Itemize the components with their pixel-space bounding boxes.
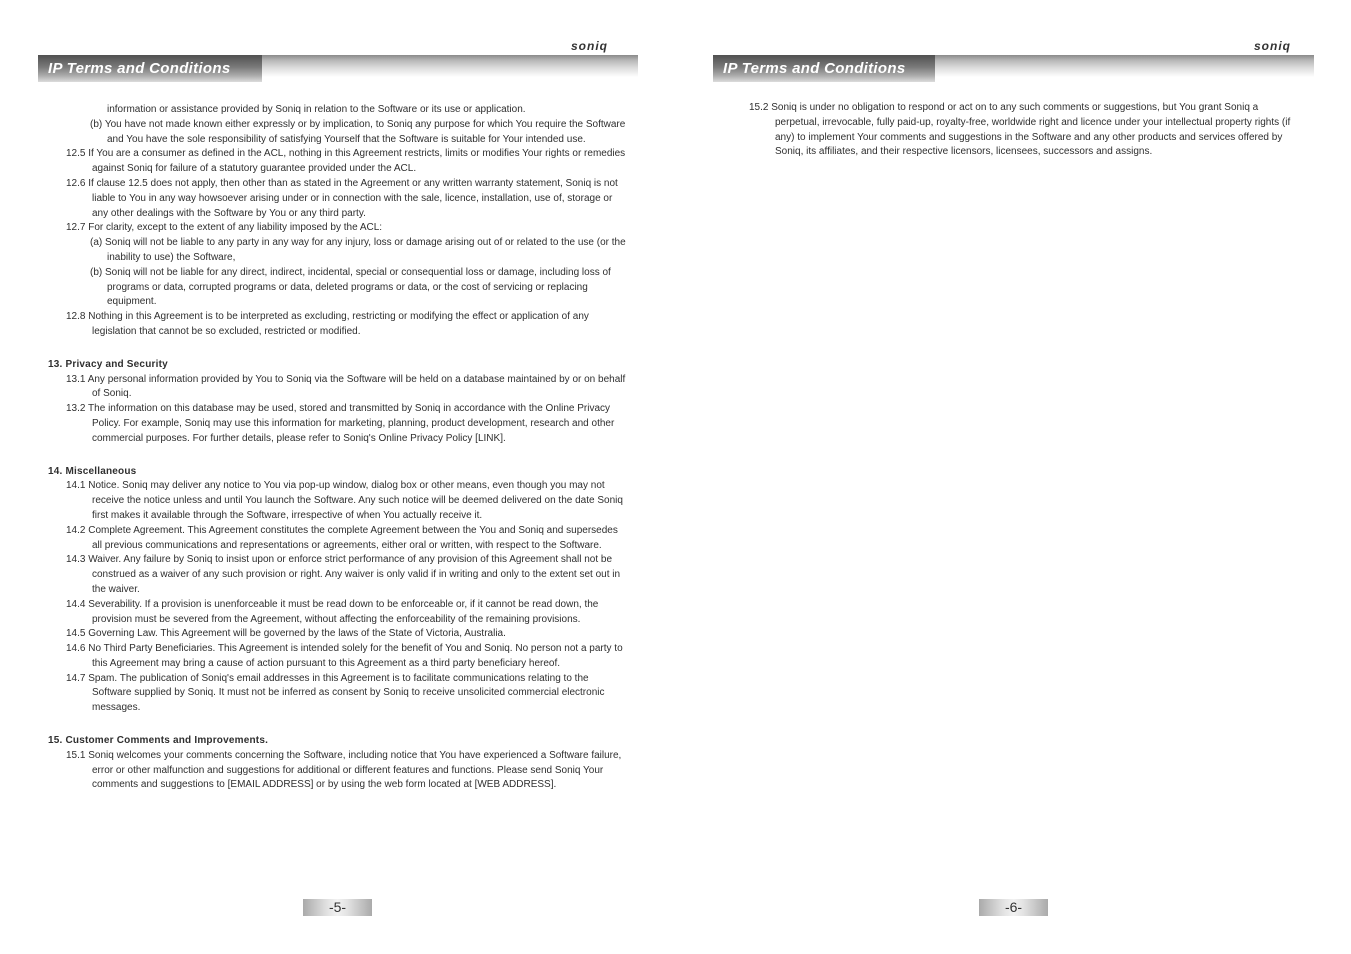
section-heading: 14. Miscellaneous — [48, 465, 137, 477]
clause-paragraph: 14.1 Notice. Soniq may deliver any notice to You via pop-up window, dialog box or other means, even though you may not receive the notice unless and until You launch the Software. Any such notice will be deemed delivered on the date Soniq first makes it available through the Software, irrespective of when You actually receive it. — [66, 480, 623, 521]
clause-paragraph: 14.4 Severability. If a provision is unenforceable it must be read down to be enforceable or, if it cannot be read down, the provision must be severed from the Agreement, without affecting the enforceability of the remaining provisions. — [66, 598, 599, 625]
page-number: -5- — [303, 899, 372, 916]
clause-paragraph: 14.7 Spam. The publication of Soniq's email addresses in this Agreement is to facilitate communications relating to the Software supplied by Soniq. It must not be inferred as consent by Soniq to receive unsolicited commercial electronic messages. — [66, 672, 605, 714]
section-heading: 15. Customer Comments and Improvements. — [48, 735, 269, 747]
clause-paragraph: 14.5 Governing Law. This Agreement will be governed by the laws of the State of Victoria, Australia. — [66, 628, 506, 640]
clause-paragraph: (b) Soniq will not be liable for any direct, indirect, incidental, special or consequential loss or damage, including loss of programs or data, corrupted programs or data, deleted programs or data, or the cost of servicing or replacing equipment. — [90, 266, 611, 308]
clause-paragraph: 14.2 Complete Agreement. This Agreement constitutes the complete Agreement between the You and Soniq and supersedes all previous communications and representations or agreements, either oral or written, with respect to the Software. — [66, 524, 618, 551]
brand-logo: soniq — [571, 39, 608, 53]
clause-paragraph: 12.7 For clarity, except to the extent of any liability imposed by the ACL: — [66, 222, 383, 234]
clause-paragraph: 13.2 The information on this database may be used, stored and transmitted by Soniq in accordance with the Online Privacy Policy. For example, Soniq may use this information for marketing, planning, product development, research and other commercial purposes. For further details, please refer to Soniq's Online Privacy Policy [LINK]. — [66, 403, 615, 444]
clause-paragraph: 14.6 No Third Party Beneficiaries. This Agreement is intended solely for the benefit of You and Soniq. No person not a party to this Agreement may bring a cause of action pursuant to this Agreement as a third party beneficiary hereof. — [66, 643, 623, 669]
section-heading: 13. Privacy and Security — [48, 358, 168, 370]
page-title: IP Terms and Conditions — [713, 55, 935, 82]
brand-logo: soniq — [1254, 39, 1291, 53]
clause-paragraph: 15.1 Soniq welcomes your comments concerning the Software, including notice that You have experienced a Software failure, error or other malfunction and suggestions for additional or different features and functions. Please send Soniq Your comments and suggestions to [EMAIL ADDRESS] or by using the web form located at [WEB ADDRESS]. — [66, 749, 622, 791]
clause-paragraph: information or assistance provided by Soniq in relation to the Software or its use or application. — [107, 104, 526, 115]
clause-paragraph: 12.8 Nothing in this Agreement is to be interpreted as excluding, restricting or modifying the effect or application of any legislation that cannot be so excluded, restricted or modified. — [66, 311, 589, 337]
left-page-content — [48, 103, 628, 793]
clause-paragraph: 15.2 Soniq is under no obligation to respond or act on to any such comments or suggestions, but You grant Soniq a perpetual, irrevocable, fully paid-up, royalty-free, worldwide right and licence under your intellectual property rights (if any) to implement Your comments and suggestions in the Software and any other products and services offered by Soniq, its affiliates, and their respective licensors, licensees, successors and assigns. — [749, 102, 1291, 158]
right-page-content — [748, 101, 1304, 160]
page-title: IP Terms and Conditions — [38, 55, 262, 82]
page-number: -6- — [979, 899, 1048, 916]
clause-paragraph: 13.1 Any personal information provided by You to Soniq via the Software will be held on a database maintained by or on behalf of Soniq. — [66, 373, 626, 400]
clause-paragraph: (b) You have not made known either expressly or by implication, to Soniq any purpose for which You require the Software and You have the sole responsibility of satisfying Yourself that the Software is suitable for Your intended use. — [90, 118, 626, 145]
right-page — [676, 0, 1351, 954]
clause-paragraph: 12.5 If You are a consumer as defined in the ACL, nothing in this Agreement restricts, limits or modifies Your rights or remedies against Soniq for failure of a statutory guarantee provided under the ACL. — [66, 148, 626, 175]
clause-paragraph: 12.6 If clause 12.5 does not apply, then other than as stated in the Agreement or any written warranty statement, Soniq is not liable to You in any way howsoever arising under or in connection with the sale, licence, installation, use of, storage or any other dealings with the Software by You or any third party. — [66, 177, 618, 219]
clause-paragraph: (a) Soniq will not be liable to any party in any way for any injury, loss or damage arising out of or related to the use (or the inability to use) the Software, — [90, 237, 626, 263]
clause-paragraph: 14.3 Waiver. Any failure by Soniq to insist upon or enforce strict performance of any provision of this Agreement shall not be construed as a waiver of any such provision or right. Any waiver is only valid if in writing and only to the extent set out in the waiver. — [66, 554, 621, 595]
